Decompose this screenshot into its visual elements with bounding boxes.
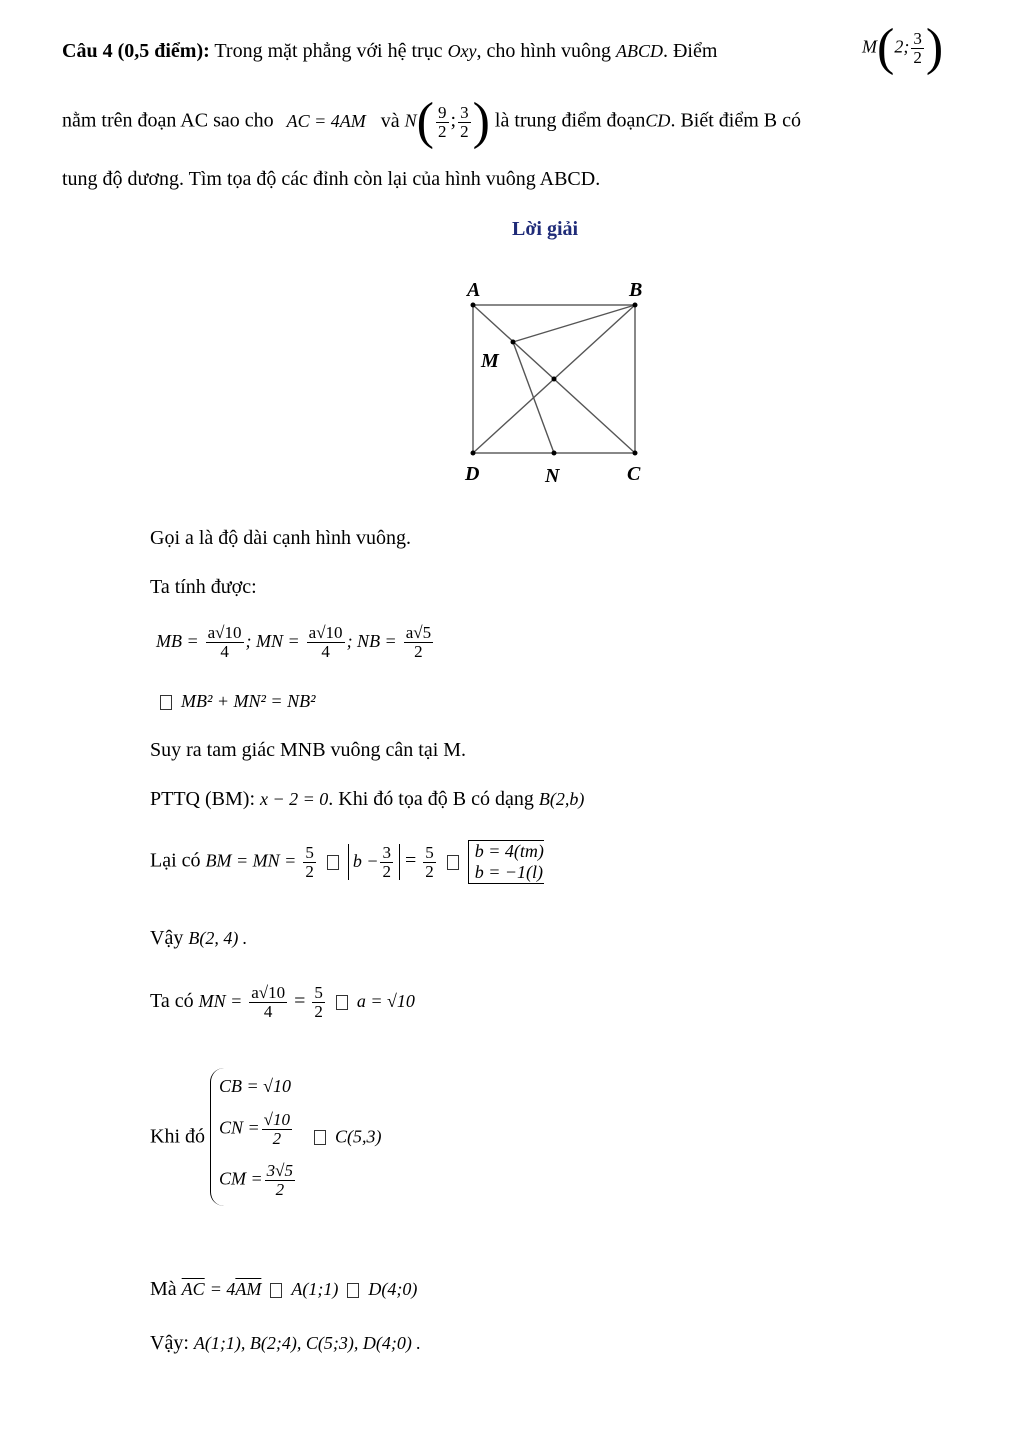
lengths-line	[156, 624, 435, 661]
math-abcd: ABCD	[615, 41, 663, 61]
frac-num: 9	[438, 102, 447, 122]
frac-mn-2	[249, 984, 287, 1021]
frac-den: 2	[414, 641, 423, 661]
frac-three-half	[380, 844, 393, 881]
square-diagram	[455, 272, 695, 492]
frac-n-x	[436, 104, 449, 141]
solution-p7	[150, 984, 415, 1021]
math-b-result: B(2, 4) .	[188, 928, 248, 948]
segment-bm	[513, 305, 635, 342]
text: Khi đó	[150, 1125, 205, 1148]
frac-num: 5	[314, 983, 323, 1002]
implies-icon	[327, 855, 339, 870]
implies-icon	[447, 855, 459, 870]
question-line-3: tung độ dương. Tìm tọa độ các đỉnh còn lại của hình vuông ABCD.	[62, 168, 601, 190]
segment-mn	[513, 342, 554, 453]
implies-icon	[270, 1283, 282, 1298]
question-text-3: . Điểm	[662, 40, 718, 62]
math-mn: MN =	[198, 990, 243, 1011]
solution-p2: Ta tính được:	[150, 576, 257, 598]
frac-num: 3√5	[266, 1160, 293, 1180]
solution-p8	[150, 1068, 382, 1206]
implies-icon	[160, 695, 172, 710]
frac-den: 4	[220, 641, 229, 661]
frac-den: 2	[913, 47, 922, 67]
label-c: C	[627, 463, 641, 485]
paren-right: )	[925, 19, 944, 76]
math-mn: ; MN =	[245, 630, 300, 651]
math-n: N	[404, 110, 417, 131]
math-oxy: Oxy	[447, 41, 477, 61]
frac-den: 2	[314, 1001, 323, 1021]
system-line-3	[219, 1162, 297, 1199]
frac-den: 4	[263, 1001, 273, 1021]
frac-n-y	[458, 104, 471, 141]
solution-title: Lời giải	[512, 218, 579, 240]
question-text-4: nằm trên đoạn AC sao cho	[62, 109, 274, 132]
frac-nb	[404, 624, 433, 661]
question-prefix: Câu 4 (0,5 điểm):	[62, 40, 210, 62]
question-text-5: là trung điểm đoạn	[494, 109, 646, 132]
abs-value	[348, 844, 400, 881]
math: CN =	[219, 1117, 260, 1138]
cases-b	[468, 840, 544, 884]
vector-ac: $\overline{AC}$	[181, 1279, 205, 1299]
math-m: M	[862, 36, 877, 57]
implies-icon	[347, 1283, 359, 1298]
solution-p1: Gọi a là độ dài cạnh hình vuông.	[150, 527, 412, 549]
solution-p6	[150, 927, 247, 950]
vertex-b	[633, 303, 638, 308]
question-text-6: . Biết điểm B có	[670, 109, 801, 132]
math-abs: b −	[352, 850, 379, 871]
frac-den: 2	[425, 861, 434, 881]
eq: =	[294, 989, 306, 1012]
solution-p4	[150, 788, 584, 811]
math-cd: CD	[645, 110, 671, 131]
frac-den: 2	[305, 861, 314, 881]
frac-3sqrt5-half	[265, 1162, 295, 1199]
frac-num: a√10	[308, 623, 343, 642]
solution-p5	[150, 840, 544, 884]
case-1: b = 4(tm)	[474, 841, 544, 861]
paren-left-n: (	[416, 93, 434, 150]
frac-den: 4	[321, 641, 330, 661]
pythagoras-line	[156, 690, 315, 713]
vertex-a	[471, 303, 476, 308]
vertex-d	[471, 451, 476, 456]
math: = 4	[209, 1279, 236, 1299]
math-a-result: A(1;1)	[291, 1279, 339, 1299]
frac-num: 3	[460, 102, 469, 122]
implies-icon	[314, 1130, 326, 1145]
system-line-2	[219, 1111, 297, 1148]
frac-mn	[307, 624, 345, 661]
point-m-coords	[862, 19, 944, 76]
math-bm-mn: BM = MN =	[205, 850, 297, 871]
frac-sqrt10-half	[262, 1111, 292, 1148]
text: Vậy	[150, 927, 184, 949]
math-mb: MB =	[156, 630, 199, 651]
label-m: M	[481, 350, 499, 372]
point-m	[511, 340, 516, 345]
solution-p10	[150, 1332, 421, 1355]
question-line-1	[62, 40, 717, 63]
system-c	[210, 1068, 305, 1206]
solution-p3: Suy ra tam giác MNB vuông cân tại M.	[150, 739, 467, 761]
system-line-1: CB = √10	[219, 1076, 292, 1096]
point-n	[552, 451, 557, 456]
frac-five-half-2	[423, 844, 436, 881]
frac-num: a√10	[251, 983, 286, 1002]
label-n: N	[545, 465, 560, 487]
math-d-result: D(4;0)	[368, 1279, 418, 1299]
math-nb: ; NB =	[346, 630, 397, 651]
frac-five-half	[303, 844, 316, 881]
frac-num: √10	[263, 1110, 291, 1129]
frac-num: 5	[425, 842, 434, 862]
paren-left: (	[877, 19, 895, 76]
frac-den: 2	[438, 121, 447, 141]
label-a: A	[467, 279, 481, 301]
text: Lại có	[150, 849, 201, 872]
question-text: Trong mặt phẳng với hệ trục	[214, 40, 443, 62]
text: Mà	[150, 1278, 177, 1300]
math-c-result: C(5,3)	[335, 1126, 382, 1147]
label-b: B	[629, 279, 643, 301]
paren-right-n: )	[472, 93, 490, 150]
question-va: và	[380, 109, 400, 132]
frac-den: 2	[460, 121, 469, 141]
math-b-form: B(2,b)	[538, 789, 585, 809]
frac-five-half-3	[312, 984, 325, 1021]
label-d: D	[465, 463, 480, 485]
text: Vậy:	[150, 1332, 189, 1354]
frac-mb	[206, 624, 244, 661]
frac-num: 3	[382, 842, 391, 862]
vertex-c	[633, 451, 638, 456]
sep: ;	[450, 109, 457, 132]
case-2: b = −1(l)	[474, 862, 544, 882]
question-line-2	[62, 93, 801, 150]
math-m-x: 2;	[894, 36, 910, 57]
math: CM =	[219, 1168, 263, 1189]
vector-am: $\overline{AM}$	[235, 1279, 262, 1299]
math-bm-eq: x − 2 = 0	[260, 789, 329, 809]
implies-icon	[336, 995, 348, 1010]
frac-num: a√5	[405, 623, 432, 642]
frac-m-y	[911, 30, 924, 67]
text: Ta có	[150, 989, 194, 1012]
text: PTTQ (BM):	[150, 788, 255, 810]
math-ac-eq: AC = 4AM	[286, 110, 366, 131]
frac-num: a√10	[207, 623, 242, 642]
question-text-2: , cho hình vuông	[476, 40, 611, 62]
math-pyth: MB² + MN² = NB²	[181, 691, 316, 711]
point-o	[552, 377, 557, 382]
frac-den: 2	[382, 861, 391, 881]
eq: =	[404, 849, 417, 872]
frac-den: 2	[275, 1179, 285, 1199]
math-a-result: a = √10	[356, 990, 415, 1011]
frac-den: 2	[272, 1128, 282, 1148]
text: . Khi đó tọa độ B có dạng	[328, 788, 534, 810]
frac-num: 5	[305, 842, 314, 862]
frac-num: 3	[913, 28, 922, 48]
solution-p9	[150, 1278, 417, 1301]
math-final: A(1;1), B(2;4), C(5;3), D(4;0) .	[193, 1333, 421, 1353]
